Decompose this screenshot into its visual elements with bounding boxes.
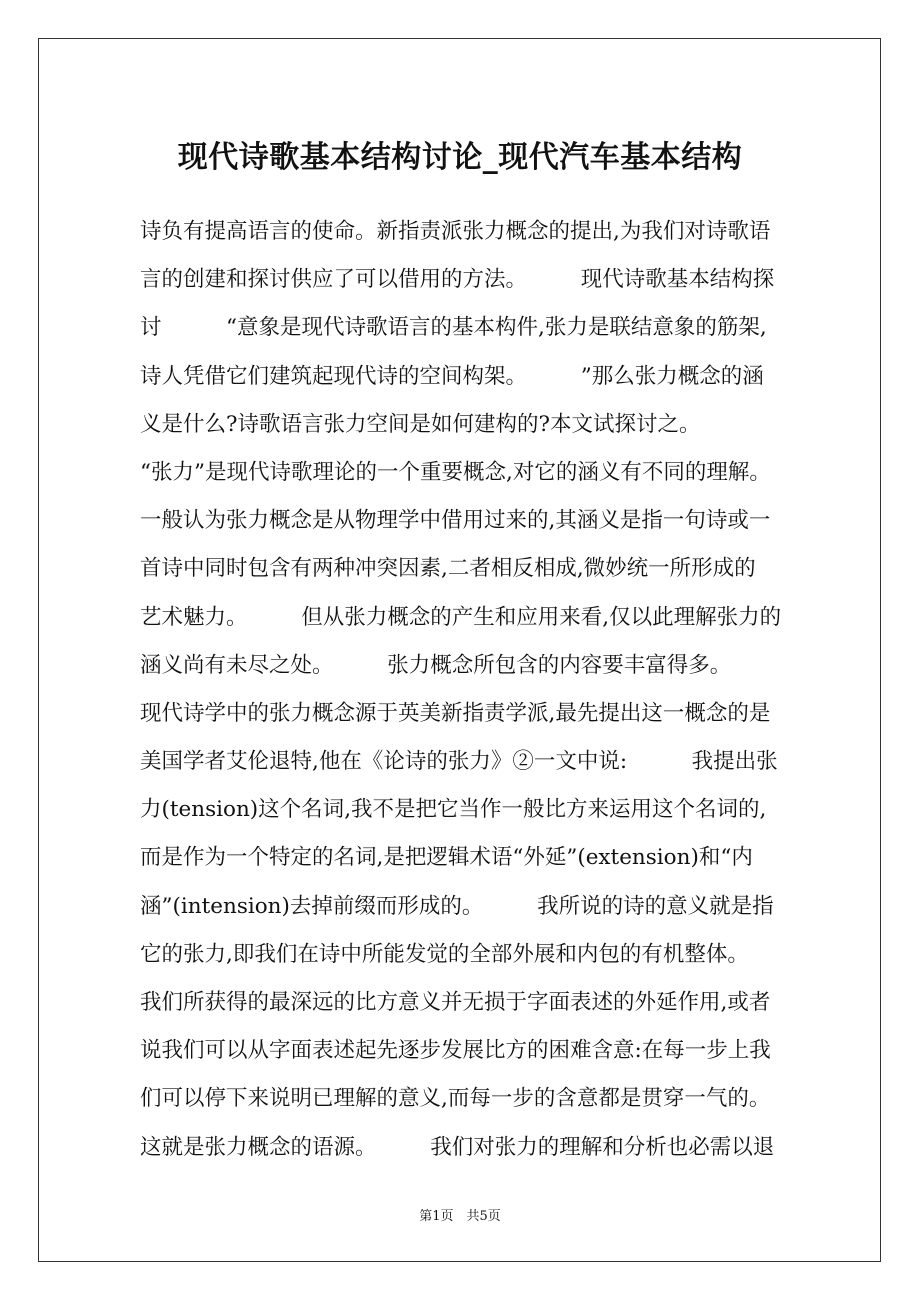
body-line: 一般认为张力概念是从物理学中借用过来的,其涵义是指一句诗或一 <box>140 508 771 534</box>
body-line: 现代诗学中的张力概念源于英美新指责学派,最先提出这一概念的是 <box>140 700 771 726</box>
body-line: “张力”是现代诗歌理论的一个重要概念,对它的涵义有不同的理解。 <box>140 459 771 485</box>
body-line: 涵义尚有未尽之处。 张力概念所包含的内容要丰富得多。 <box>140 652 732 678</box>
body-line: 它的张力,即我们在诗中所能发觉的全部外展和内包的有机整体。 <box>140 941 749 967</box>
document-body <box>140 208 800 1172</box>
body-line: 艺术魅力。 但从张力概念的产生和应用来看,仅以此理解张力的 <box>140 604 782 630</box>
document-title: 现代诗歌基本结构讨论_现代汽车基本结构 <box>177 140 743 175</box>
body-line: 这就是张力概念的语源。 我们对张力的理解和分析也必需以退 <box>140 1134 775 1160</box>
body-line: 讨 “意象是现代诗歌语言的基本构件,张力是联结意象的筋架, <box>140 315 767 341</box>
body-line: 诗负有提高语言的使命。新指责派张力概念的提出,为我们对诗歌语 <box>140 219 771 244</box>
body-line: 说我们可以从字面表述起先逐步发展比方的困难含意:在每一步上我 <box>140 1038 771 1064</box>
page-number: 第1页 共5页 <box>419 1209 501 1224</box>
body-line: 言的创建和探讨供应了可以借用的方法。 现代诗歌基本结构探 <box>140 267 775 293</box>
body-line: 们可以停下来说明已理解的意义,而每一步的含意都是贯穿一气的。 <box>140 1086 771 1112</box>
body-line: 我们所获得的最深远的比方意义并无损于字面表述的外延作用,或者 <box>140 990 771 1015</box>
body-line: 诗人凭借它们建筑起现代诗的空间构架。 ”那么张力概念的涵 <box>140 363 764 389</box>
body-line: 首诗中同时包含有两种冲突因素,二者相反相成,微妙统一所形成的 <box>140 556 756 582</box>
body-line: 而是作为一个特定的名词,是把逻辑术语“外延”(extension)和“内 <box>140 845 753 871</box>
body-line: 义是什么?诗歌语言张力空间是如何建构的?本文试探讨之。 <box>140 411 701 437</box>
body-line: 涵”(intension)去掉前缀而形成的。 我所说的诗的意义就是指 <box>140 893 774 919</box>
body-line: 力(tension)这个名词,我不是把它当作一般比方来运用这个名词的, <box>140 797 767 823</box>
body-line: 美国学者艾伦退特,他在《论诗的张力》②一文中说: 我提出张 <box>140 749 778 775</box>
